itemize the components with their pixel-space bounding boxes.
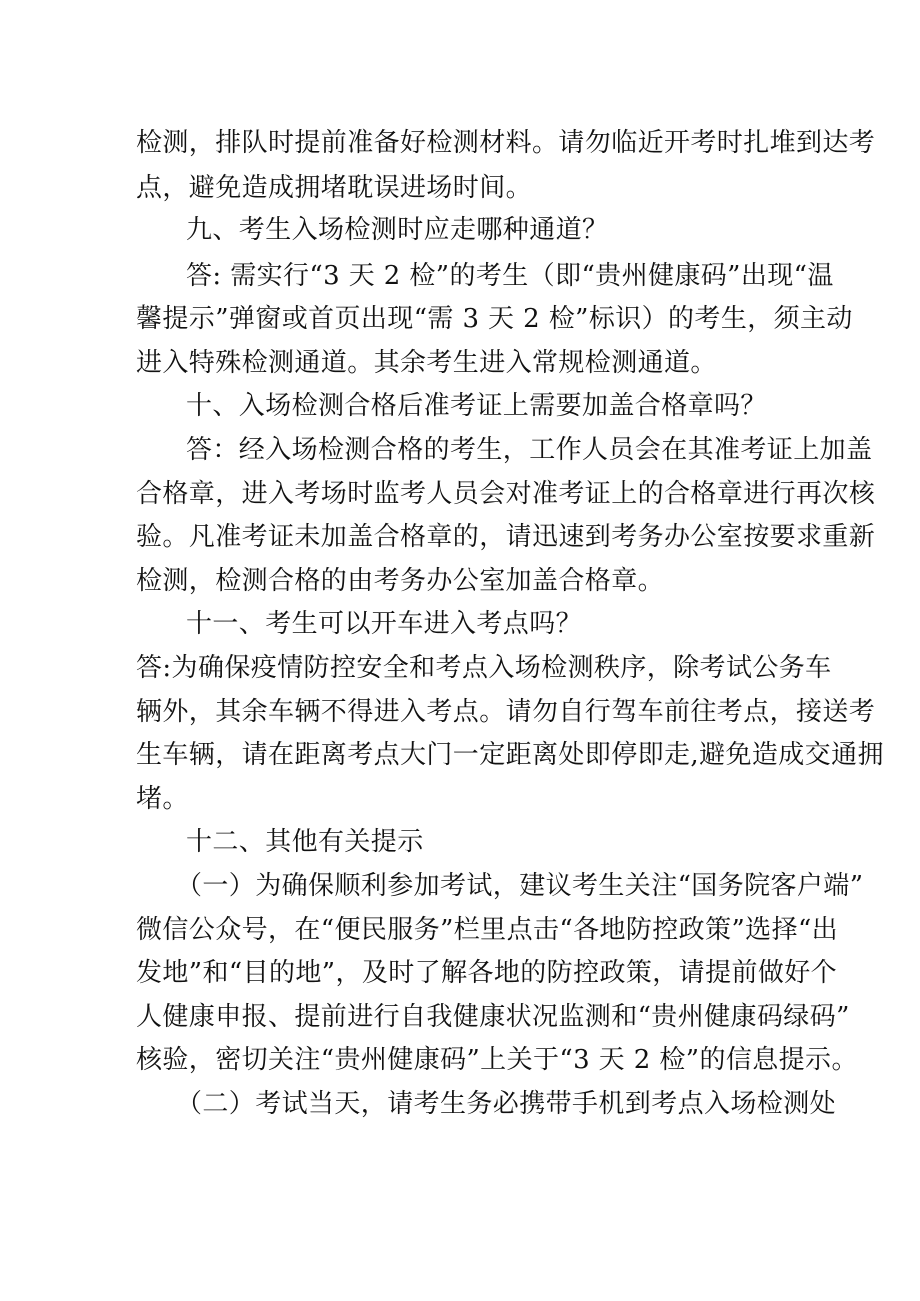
body-text-line: 核验，密切关注“贵州健康码”上关于“3 天 2 检”的信息提示。 bbox=[136, 1045, 858, 1075]
body-text-line: 馨提示”弹窗或首页出现“需 3 天 2 检”标识）的考生，须主动 bbox=[136, 304, 853, 334]
body-text-line: 合格章，进入考场时监考人员会对准考证上的合格章进行再次核 bbox=[136, 479, 876, 509]
answer-line: 答:为确保疫情防控安全和考点入场检测秩序，除考试公务车 bbox=[136, 653, 832, 683]
body-text-line: 堵。 bbox=[136, 784, 189, 814]
list-item-line: （二）考试当天，请考生务必携带手机到考点入场检测处 bbox=[176, 1089, 837, 1119]
body-text-line: 验。凡准考证未加盖合格章的，请迅速到考务办公室按要求重新 bbox=[136, 522, 876, 552]
body-text-line: 检测，检测合格的由考务办公室加盖合格章。 bbox=[136, 566, 665, 596]
body-text-line: 进入特殊检测通道。其余考生进入常规检测通道。 bbox=[136, 348, 717, 378]
body-text-line: 检测，排队时提前准备好检测材料。请勿临近开考时扎堆到达考 bbox=[136, 128, 876, 158]
body-text-line: 辆外，其余车辆不得进入考点。请勿自行驾车前往考点，接送考 bbox=[136, 697, 876, 727]
list-item-line: （一）为确保顺利参加考试，建议考生关注“国务院客户端” bbox=[176, 871, 864, 901]
answer-line: 答：经入场检测合格的考生，工作人员会在其准考证上加盖 bbox=[186, 435, 873, 465]
body-text-line: 发地”和“目的地”，及时了解各地的防控政策，请提前做好个 bbox=[136, 958, 838, 988]
section-heading-9: 九、考生入场检测时应走哪种通道？ bbox=[186, 215, 609, 245]
section-heading-12: 十二、其他有关提示 bbox=[186, 827, 424, 857]
body-text-line: 微信公众号，在“便民服务”栏里点击“各地防控政策”选择“出 bbox=[136, 915, 839, 945]
section-heading-11: 十一、考生可以开车进入考点吗？ bbox=[186, 609, 583, 639]
answer-line: 答: 需实行“3 天 2 检”的考生（即“贵州健康码”出现“温 bbox=[186, 261, 834, 291]
section-heading-10: 十、入场检测合格后准考证上需要加盖合格章吗？ bbox=[186, 391, 767, 421]
body-text-line: 人健康申报、提前进行自我健康状况监测和“贵州健康码绿码” bbox=[136, 1002, 850, 1032]
body-text-line: 点，避免造成拥堵耽误进场时间。 bbox=[136, 173, 533, 203]
body-text-line: 生车辆，请在距离考点大门一定距离处即停即走,避免造成交通拥 bbox=[136, 740, 884, 770]
